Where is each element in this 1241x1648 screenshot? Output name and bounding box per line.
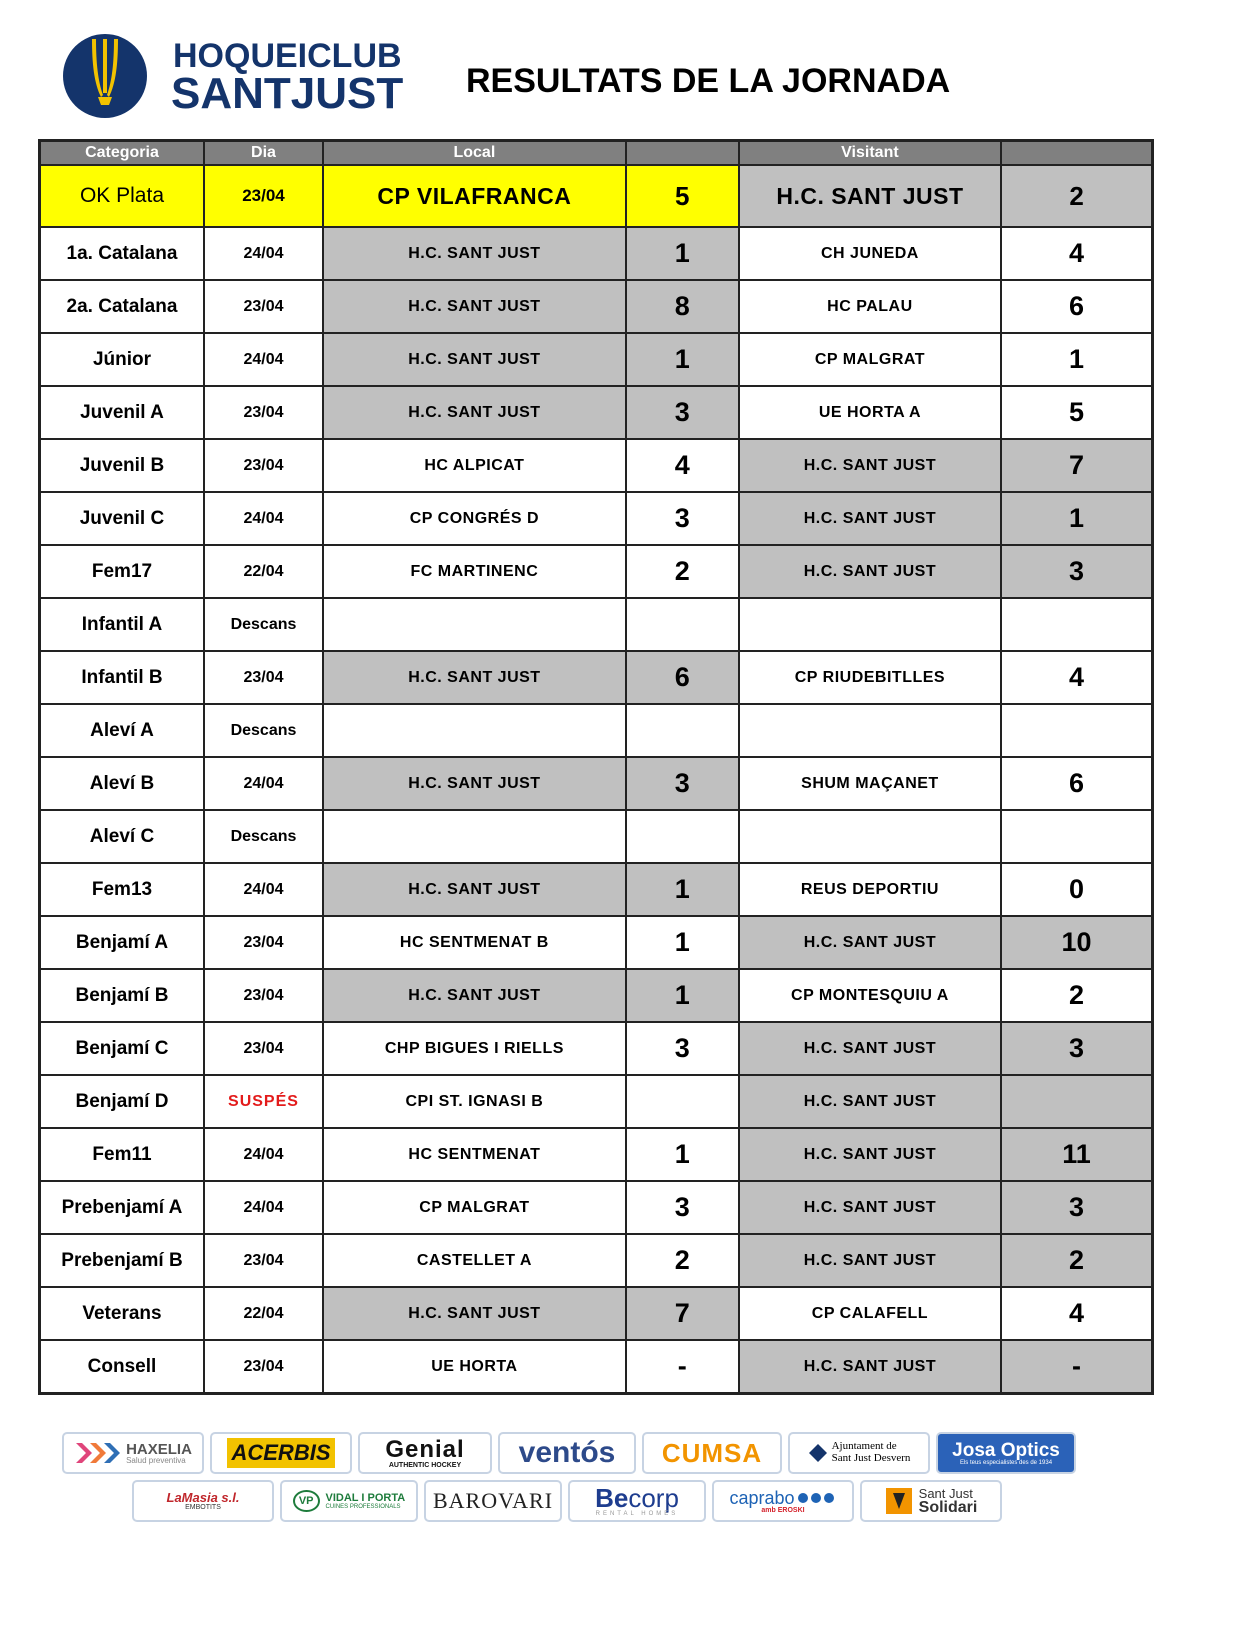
match-category: Júnior <box>40 333 204 386</box>
match-category: 2a. Catalana <box>40 280 204 333</box>
visitant-goals: 4 <box>1001 1287 1152 1340</box>
visitant-team: H.C. SANT JUST <box>739 492 1001 545</box>
match-date: 24/04 <box>204 227 323 280</box>
local-team <box>323 598 626 651</box>
match-category: Fem17 <box>40 545 204 598</box>
local-team: CPI ST. IGNASI B <box>323 1075 626 1128</box>
table-row <box>40 280 1153 333</box>
local-team: H.C. SANT JUST <box>323 280 626 333</box>
match-category: Veterans <box>40 1287 204 1340</box>
page-title: RESULTATS DE LA JORNADA <box>466 62 951 100</box>
visitant-team: H.C. SANT JUST <box>739 1181 1001 1234</box>
visitant-team: CP CALAFELL <box>739 1287 1001 1340</box>
table-row <box>40 1075 1153 1128</box>
match-category: Fem13 <box>40 863 204 916</box>
local-team: HC SENTMENAT <box>323 1128 626 1181</box>
table-row <box>40 386 1153 439</box>
vidal-name: VIDAL I PORTA <box>325 1491 406 1504</box>
ventos-name: ventós <box>518 1436 616 1469</box>
visitant-goals <box>1001 598 1152 651</box>
visitant-goals: 6 <box>1001 280 1152 333</box>
visitant-team: H.C. SANT JUST <box>739 916 1001 969</box>
visitant-team: CP MALGRAT <box>739 333 1001 386</box>
match-category: Juvenil C <box>40 492 204 545</box>
ajuntament-line2: Sant Just Desvern <box>831 1452 911 1464</box>
visitant-team: REUS DEPORTIU <box>739 863 1001 916</box>
match-date: 24/04 <box>204 1128 323 1181</box>
sponsor-ventos <box>498 1432 636 1474</box>
becorp-tagline: RENTAL HOMES <box>595 1511 679 1517</box>
table-row <box>40 810 1153 863</box>
match-date: 23/04 <box>204 165 323 227</box>
haxelia-chevrons-icon <box>74 1441 122 1465</box>
visitant-team: H.C. SANT JUST <box>739 1340 1001 1394</box>
match-category: Benjamí C <box>40 1022 204 1075</box>
match-date: 23/04 <box>204 1234 323 1287</box>
table-row <box>40 545 1153 598</box>
local-team: CP MALGRAT <box>323 1181 626 1234</box>
match-category: Juvenil B <box>40 439 204 492</box>
sponsor-vidal-porta <box>280 1480 418 1522</box>
match-date: 24/04 <box>204 492 323 545</box>
visitant-team: CP MONTESQUIU A <box>739 969 1001 1022</box>
becorp-corp: corp <box>628 1483 679 1513</box>
sponsor-genial <box>358 1432 492 1474</box>
lamasia-tagline: EMBOTITS <box>185 1504 221 1511</box>
barovari-name: BAROVARI <box>432 1488 554 1513</box>
visitant-goals: 4 <box>1001 651 1152 704</box>
match-date: 23/04 <box>204 280 323 333</box>
solidari-heart-icon <box>885 1487 913 1515</box>
match-category: Benjamí D <box>40 1075 204 1128</box>
lamasia-name: LaMasia s.l. <box>166 1490 240 1505</box>
match-category: Prebenjamí B <box>40 1234 204 1287</box>
local-team <box>323 704 626 757</box>
match-date: 24/04 <box>204 863 323 916</box>
local-goals: 2 <box>626 1234 739 1287</box>
ajuntament-diamond-icon <box>808 1443 828 1463</box>
table-row <box>40 863 1153 916</box>
local-team: HC SENTMENAT B <box>323 916 626 969</box>
genial-name: Genial <box>385 1435 465 1463</box>
club-logo <box>62 33 407 119</box>
local-goals: 1 <box>626 969 739 1022</box>
match-date: 24/04 <box>204 333 323 386</box>
visitant-goals: 1 <box>1001 333 1152 386</box>
match-category: Aleví C <box>40 810 204 863</box>
visitant-goals: - <box>1001 1340 1152 1394</box>
local-goals: - <box>626 1340 739 1394</box>
local-team: H.C. SANT JUST <box>323 333 626 386</box>
match-category: Infantil B <box>40 651 204 704</box>
haxelia-name: HAXELIA <box>126 1440 192 1458</box>
local-team: H.C. SANT JUST <box>323 1287 626 1340</box>
local-team: CASTELLET A <box>323 1234 626 1287</box>
visitant-team: H.C. SANT JUST <box>739 1128 1001 1181</box>
match-date: 23/04 <box>204 969 323 1022</box>
sponsor-josa-optics <box>936 1432 1076 1474</box>
table-row <box>40 1234 1153 1287</box>
match-date: 23/04 <box>204 651 323 704</box>
caprabo-name: caprabo <box>729 1487 795 1508</box>
table-row <box>40 492 1153 545</box>
visitant-team <box>739 704 1001 757</box>
local-goals: 1 <box>626 1128 739 1181</box>
header-dia: Dia <box>204 141 323 166</box>
genial-tagline: AUTHENTIC HOCKEY <box>388 1461 462 1469</box>
local-goals: 6 <box>626 651 739 704</box>
local-team: CP VILAFRANCA <box>323 165 626 227</box>
local-team: HC ALPICAT <box>323 439 626 492</box>
cumsa-name: CUMSA <box>661 1437 763 1468</box>
local-goals: 5 <box>626 165 739 227</box>
local-goals: 7 <box>626 1287 739 1340</box>
local-team: H.C. SANT JUST <box>323 863 626 916</box>
local-goals: 3 <box>626 757 739 810</box>
visitant-team <box>739 810 1001 863</box>
visitant-goals: 4 <box>1001 227 1152 280</box>
local-goals: 4 <box>626 439 739 492</box>
visitant-team: H.C. SANT JUST <box>739 1234 1001 1287</box>
match-category: Benjamí B <box>40 969 204 1022</box>
local-goals: 3 <box>626 1181 739 1234</box>
josa-tagline: Els teus especialistes des de 1934 <box>959 1459 1053 1466</box>
match-category: Infantil A <box>40 598 204 651</box>
haxelia-tagline: Salud preventiva <box>126 1455 186 1465</box>
sponsor-acerbis <box>210 1432 352 1474</box>
table-row <box>40 651 1153 704</box>
visitant-goals: 5 <box>1001 386 1152 439</box>
table-row <box>40 969 1153 1022</box>
match-date: 24/04 <box>204 757 323 810</box>
local-goals <box>626 1075 739 1128</box>
visitant-goals: 2 <box>1001 969 1152 1022</box>
table-row <box>40 916 1153 969</box>
local-team: H.C. SANT JUST <box>323 227 626 280</box>
table-row <box>40 1128 1153 1181</box>
club-crest-icon <box>62 33 148 119</box>
results-table <box>38 139 1154 1395</box>
visitant-team: HC PALAU <box>739 280 1001 333</box>
visitant-goals: 3 <box>1001 545 1152 598</box>
becorp-be: Be <box>595 1483 629 1513</box>
sponsor-cumsa <box>642 1432 782 1474</box>
match-date: 23/04 <box>204 386 323 439</box>
local-goals: 1 <box>626 227 739 280</box>
acerbis-name: ACERBIS <box>227 1438 334 1468</box>
visitant-goals <box>1001 704 1152 757</box>
header-categoria: Categoria <box>40 141 204 166</box>
visitant-goals: 0 <box>1001 863 1152 916</box>
header-visitant: Visitant <box>739 141 1001 166</box>
match-category: 1a. Catalana <box>40 227 204 280</box>
table-row <box>40 598 1153 651</box>
match-date: Descans <box>204 704 323 757</box>
visitant-team: CP RIUDEBITLLES <box>739 651 1001 704</box>
match-date: 23/04 <box>204 1022 323 1075</box>
sponsor-ajuntament <box>788 1432 930 1474</box>
match-category: Consell <box>40 1340 204 1394</box>
sponsors-bar <box>60 1430 1080 1530</box>
visitant-goals: 6 <box>1001 757 1152 810</box>
local-goals: 3 <box>626 1022 739 1075</box>
sponsor-caprabo <box>712 1480 854 1522</box>
local-goals <box>626 704 739 757</box>
local-goals: 1 <box>626 333 739 386</box>
match-date: SUSPÉS <box>204 1075 323 1128</box>
table-row <box>40 704 1153 757</box>
featured-match-row <box>40 165 1153 227</box>
local-team: H.C. SANT JUST <box>323 386 626 439</box>
match-date: 22/04 <box>204 1287 323 1340</box>
local-goals: 3 <box>626 492 739 545</box>
local-team: H.C. SANT JUST <box>323 651 626 704</box>
ajuntament-line1: Ajuntament de <box>831 1440 897 1453</box>
match-date: 22/04 <box>204 545 323 598</box>
match-date: Descans <box>204 598 323 651</box>
visitant-team: UE HORTA A <box>739 386 1001 439</box>
table-row <box>40 333 1153 386</box>
visitant-team <box>739 598 1001 651</box>
sponsor-becorp <box>568 1480 706 1522</box>
visitant-goals: 3 <box>1001 1022 1152 1075</box>
match-date: 23/04 <box>204 439 323 492</box>
local-team: FC MARTINENC <box>323 545 626 598</box>
match-date: Descans <box>204 810 323 863</box>
vidal-badge: VP <box>293 1490 320 1512</box>
visitant-team: H.C. SANT JUST <box>739 1022 1001 1075</box>
visitant-team: H.C. SANT JUST <box>739 165 1001 227</box>
visitant-goals: 2 <box>1001 1234 1152 1287</box>
visitant-team: H.C. SANT JUST <box>739 545 1001 598</box>
match-date: 23/04 <box>204 1340 323 1394</box>
table-row <box>40 227 1153 280</box>
table-row <box>40 1181 1153 1234</box>
match-category: OK Plata <box>40 165 204 227</box>
match-category: Fem11 <box>40 1128 204 1181</box>
match-category: Prebenjamí A <box>40 1181 204 1234</box>
vidal-tagline: CUINES PROFESSIONALS <box>325 1503 401 1510</box>
visitant-goals <box>1001 810 1152 863</box>
visitant-team: H.C. SANT JUST <box>739 439 1001 492</box>
local-goals: 1 <box>626 863 739 916</box>
sponsor-lamasia <box>132 1480 274 1522</box>
table-row <box>40 1022 1153 1075</box>
local-team: CHP BIGUES I RIELLS <box>323 1022 626 1075</box>
local-goals: 2 <box>626 545 739 598</box>
table-row <box>40 757 1153 810</box>
visitant-goals: 11 <box>1001 1128 1152 1181</box>
match-category: Juvenil A <box>40 386 204 439</box>
header-goals-visitant <box>1001 141 1152 166</box>
table-row <box>40 1287 1153 1340</box>
table-row <box>40 439 1153 492</box>
table-header-row <box>40 141 1153 166</box>
solidari-line1: Sant Just <box>918 1485 973 1501</box>
visitant-goals: 3 <box>1001 1181 1152 1234</box>
local-team: CP CONGRÉS D <box>323 492 626 545</box>
local-team: H.C. SANT JUST <box>323 757 626 810</box>
solidari-line2: Solidari <box>918 1498 978 1516</box>
local-team <box>323 810 626 863</box>
visitant-goals <box>1001 1075 1152 1128</box>
match-category: Benjamí A <box>40 916 204 969</box>
header-local: Local <box>323 141 626 166</box>
local-team: UE HORTA <box>323 1340 626 1394</box>
match-date: 23/04 <box>204 916 323 969</box>
visitant-team: SHUM MAÇANET <box>739 757 1001 810</box>
visitant-goals: 2 <box>1001 165 1152 227</box>
local-goals: 3 <box>626 386 739 439</box>
local-goals <box>626 810 739 863</box>
visitant-team: CH JUNEDA <box>739 227 1001 280</box>
caprabo-dots-icon <box>797 1492 837 1504</box>
table-row <box>40 1340 1153 1394</box>
visitant-goals: 7 <box>1001 439 1152 492</box>
sponsor-sant-just-solidari <box>860 1480 1002 1522</box>
visitant-goals: 1 <box>1001 492 1152 545</box>
club-name-line1: HOQUEICLUB <box>173 37 402 75</box>
local-goals <box>626 598 739 651</box>
match-category: Aleví B <box>40 757 204 810</box>
visitant-goals: 10 <box>1001 916 1152 969</box>
match-category: Aleví A <box>40 704 204 757</box>
match-date: 24/04 <box>204 1181 323 1234</box>
josa-name: Josa Optics <box>952 1439 1060 1461</box>
local-goals: 1 <box>626 916 739 969</box>
visitant-team: H.C. SANT JUST <box>739 1075 1001 1128</box>
header-goals-local <box>626 141 739 166</box>
sponsor-haxelia <box>62 1432 204 1474</box>
caprabo-tagline: amb EROSKI <box>761 1506 805 1514</box>
local-team: H.C. SANT JUST <box>323 969 626 1022</box>
club-name-line2: SANTJUST <box>171 69 404 118</box>
sponsor-barovari <box>424 1480 562 1522</box>
local-goals: 8 <box>626 280 739 333</box>
